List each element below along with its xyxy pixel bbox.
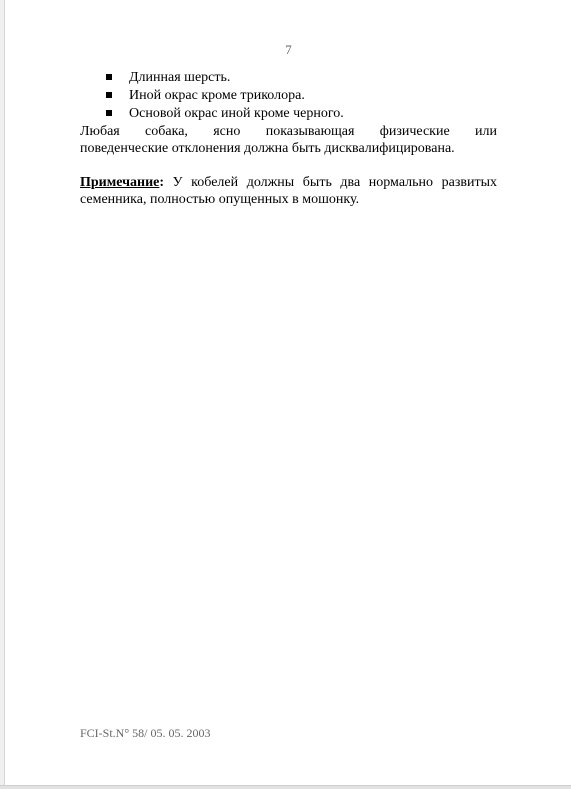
page-footer: FCI-St.N° 58/ 05. 05. 2003	[80, 726, 211, 740]
list-item	[80, 87, 344, 105]
note-label: Примечание	[80, 175, 160, 190]
list-item	[80, 69, 344, 87]
list-item	[80, 105, 344, 123]
note-second-line: семенника, полностью опущенных в мошонку.	[80, 192, 360, 207]
note-first-line	[80, 174, 497, 191]
page-left-edge	[0, 0, 5, 789]
square-bullet-icon	[106, 110, 112, 116]
list-item-text: Длинная шерсть.	[129, 70, 231, 85]
list-item-text: Иной окрас кроме триколора.	[129, 88, 305, 103]
list-item-text: Основой окрас иной кроме черного.	[129, 106, 344, 121]
note-text: У кобелей должны быть два нормально развитых	[164, 175, 497, 190]
disqualification-list	[80, 69, 344, 123]
square-bullet-icon	[106, 92, 112, 98]
note-paragraph	[80, 174, 497, 208]
page-number: 7	[285, 42, 292, 57]
paragraph-line: поведенческие отклонения должна быть дисквалифицирована.	[80, 141, 455, 156]
paragraph-line: Любая собака, ясно показывающая физические или	[80, 124, 497, 139]
note-colon: :	[159, 175, 165, 190]
page-bottom-edge	[0, 785, 571, 789]
square-bullet-icon	[106, 74, 112, 80]
disqualification-paragraph	[80, 123, 497, 157]
